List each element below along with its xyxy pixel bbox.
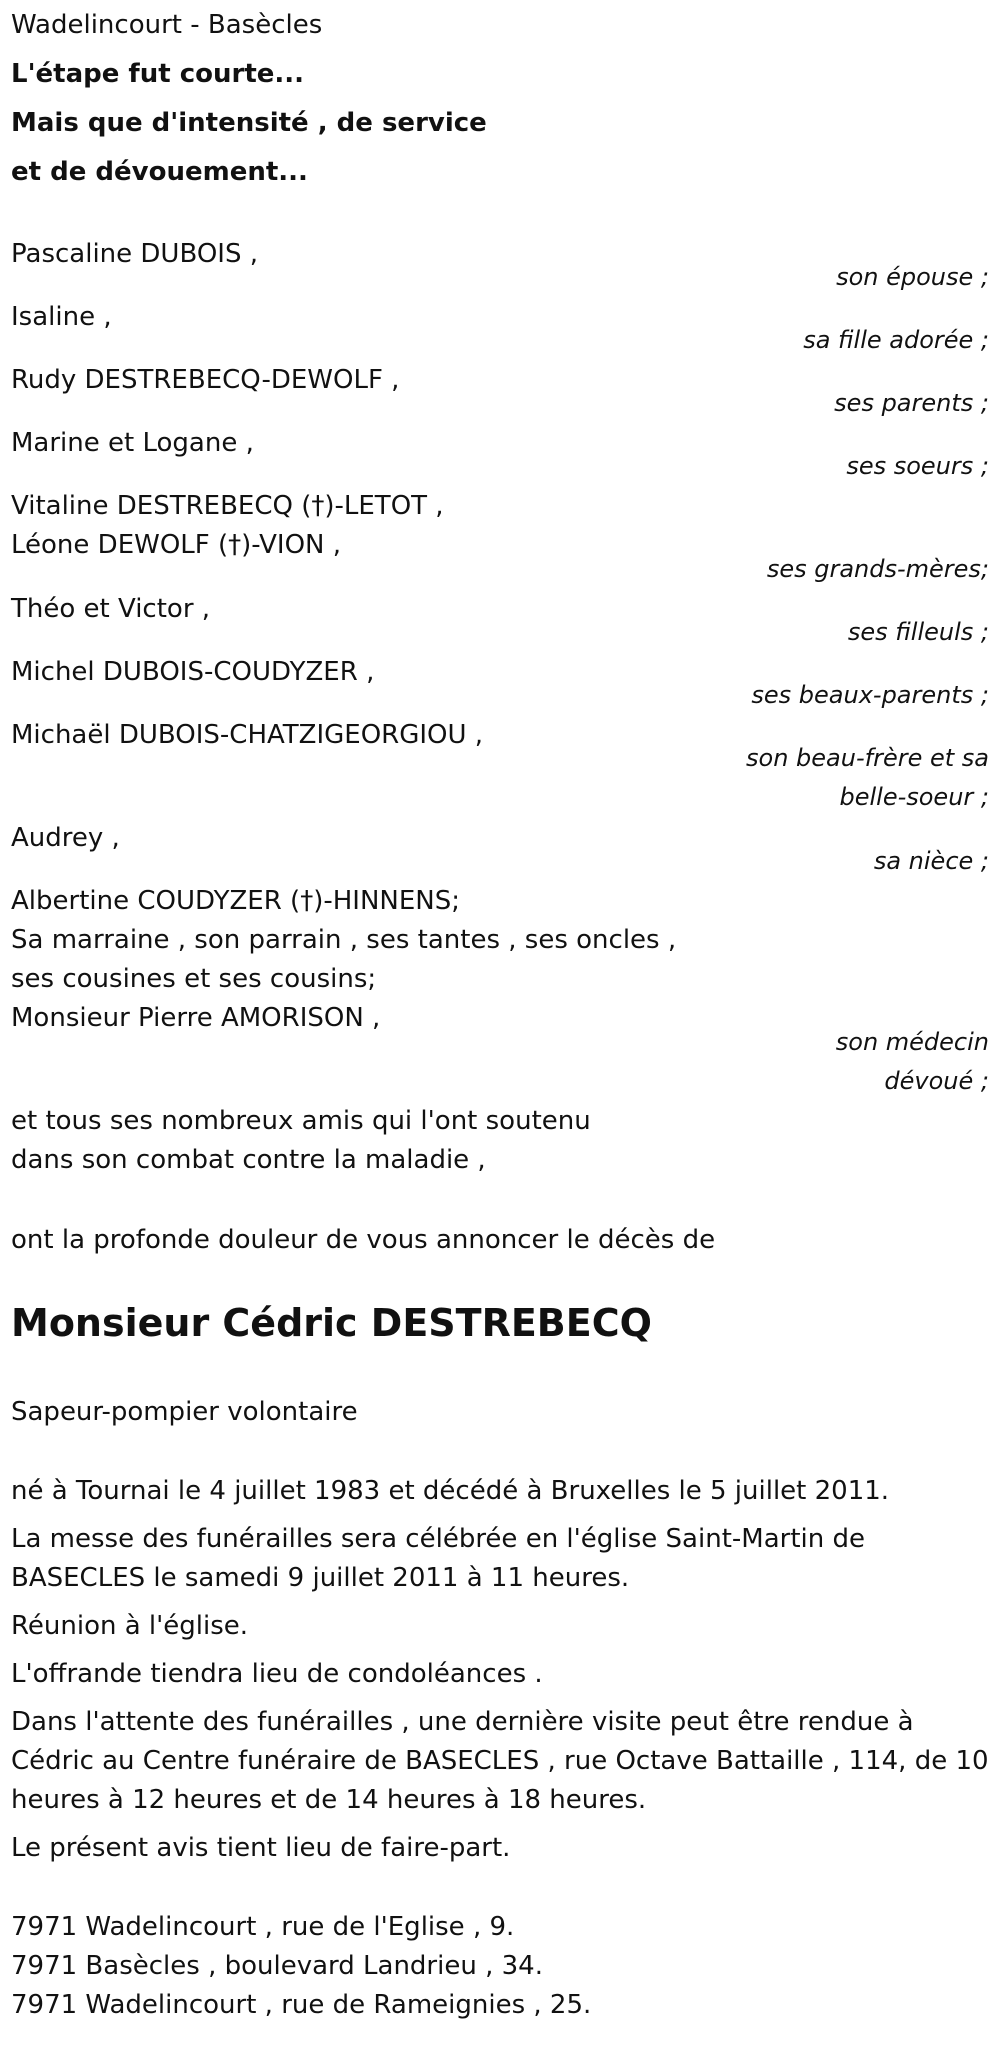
family-role: son beau-frère et sa [746,744,989,772]
family-name: Albertine COUDYZER (†)-HINNENS; [11,886,460,916]
family-name: Théo et Victor , [11,594,211,624]
family-name: Sa marraine , son parrain , ses tantes , ses oncles , [11,925,677,955]
family-name: Pascaline DUBOIS , [11,239,258,269]
quote-line: et de dévouement... [11,157,308,187]
visit-line: Cédric au Centre funéraire de BASECLES , rue Octave Battaille , 114, de 10 [11,1746,989,1776]
address-line: 7971 Basècles , boulevard Landrieu , 34. [11,1951,543,1981]
occupation: Sapeur-pompier volontaire [11,1397,358,1427]
family-name: Rudy DESTREBECQ-DEWOLF , [11,365,400,395]
mass-line: BASECLES le samedi 9 juillet 2011 à 11 heures. [11,1563,630,1593]
family-name: Marine et Logane , [11,428,254,458]
location-line: Wadelincourt - Basècles [11,10,323,40]
family-role: ses beaux-parents ; [751,681,989,709]
family-name: Isaline , [11,302,112,332]
mass-line: La messe des funérailles sera célébrée en l'église Saint-Martin de [11,1524,865,1554]
quote-line: Mais que d'intensité , de service [11,108,487,138]
address-line: 7971 Wadelincourt , rue de Rameignies , 25. [11,1990,592,2020]
family-name: Audrey , [11,823,120,853]
friends-line: et tous ses nombreux amis qui l'ont soutenu [11,1106,591,1136]
visit-line: Dans l'attente des funérailles , une dernière visite peut être rendue à [11,1707,914,1737]
announcement: ont la profonde douleur de vous annoncer le décès de [11,1225,716,1255]
address-line: 7971 Wadelincourt , rue de l'Eglise , 9. [11,1912,515,1942]
deceased-name: Monsieur Cédric DESTREBECQ [11,1301,652,1345]
birth-death-line: né à Tournai le 4 juillet 1983 et décédé à Bruxelles le 5 juillet 2011. [11,1476,890,1506]
family-role: belle-soeur ; [839,783,989,811]
family-role: ses grands-mères; [766,555,989,583]
family-role: son médecin [835,1028,989,1056]
family-name: Monsieur Pierre AMORISON , [11,1003,381,1033]
friends-line: dans son combat contre la maladie , [11,1145,486,1175]
family-role: ses filleuls ; [847,618,989,646]
family-role: ses parents ; [834,389,989,417]
family-role: son épouse ; [836,263,989,291]
quote-line: L'étape fut courte... [11,59,305,89]
visit-line: heures à 12 heures et de 14 heures à 18 heures. [11,1785,647,1815]
family-name: Vitaline DESTREBECQ (†)-LETOT , [11,491,444,521]
family-role: ses soeurs ; [846,452,989,480]
notice-line: Le présent avis tient lieu de faire-part. [11,1833,511,1863]
family-role: sa fille adorée ; [803,326,989,354]
family-name: Michaël DUBOIS-CHATZIGEORGIOU , [11,720,484,750]
family-role: dévoué ; [884,1067,989,1095]
family-name: Michel DUBOIS-COUDYZER , [11,657,375,687]
family-name: ses cousines et ses cousins; [11,964,377,994]
family-name: Léone DEWOLF (†)-VION , [11,530,342,560]
offering-line: L'offrande tiendra lieu de condoléances . [11,1659,543,1689]
family-role: sa nièce ; [873,847,989,875]
reunion-line: Réunion à l'église. [11,1611,249,1641]
